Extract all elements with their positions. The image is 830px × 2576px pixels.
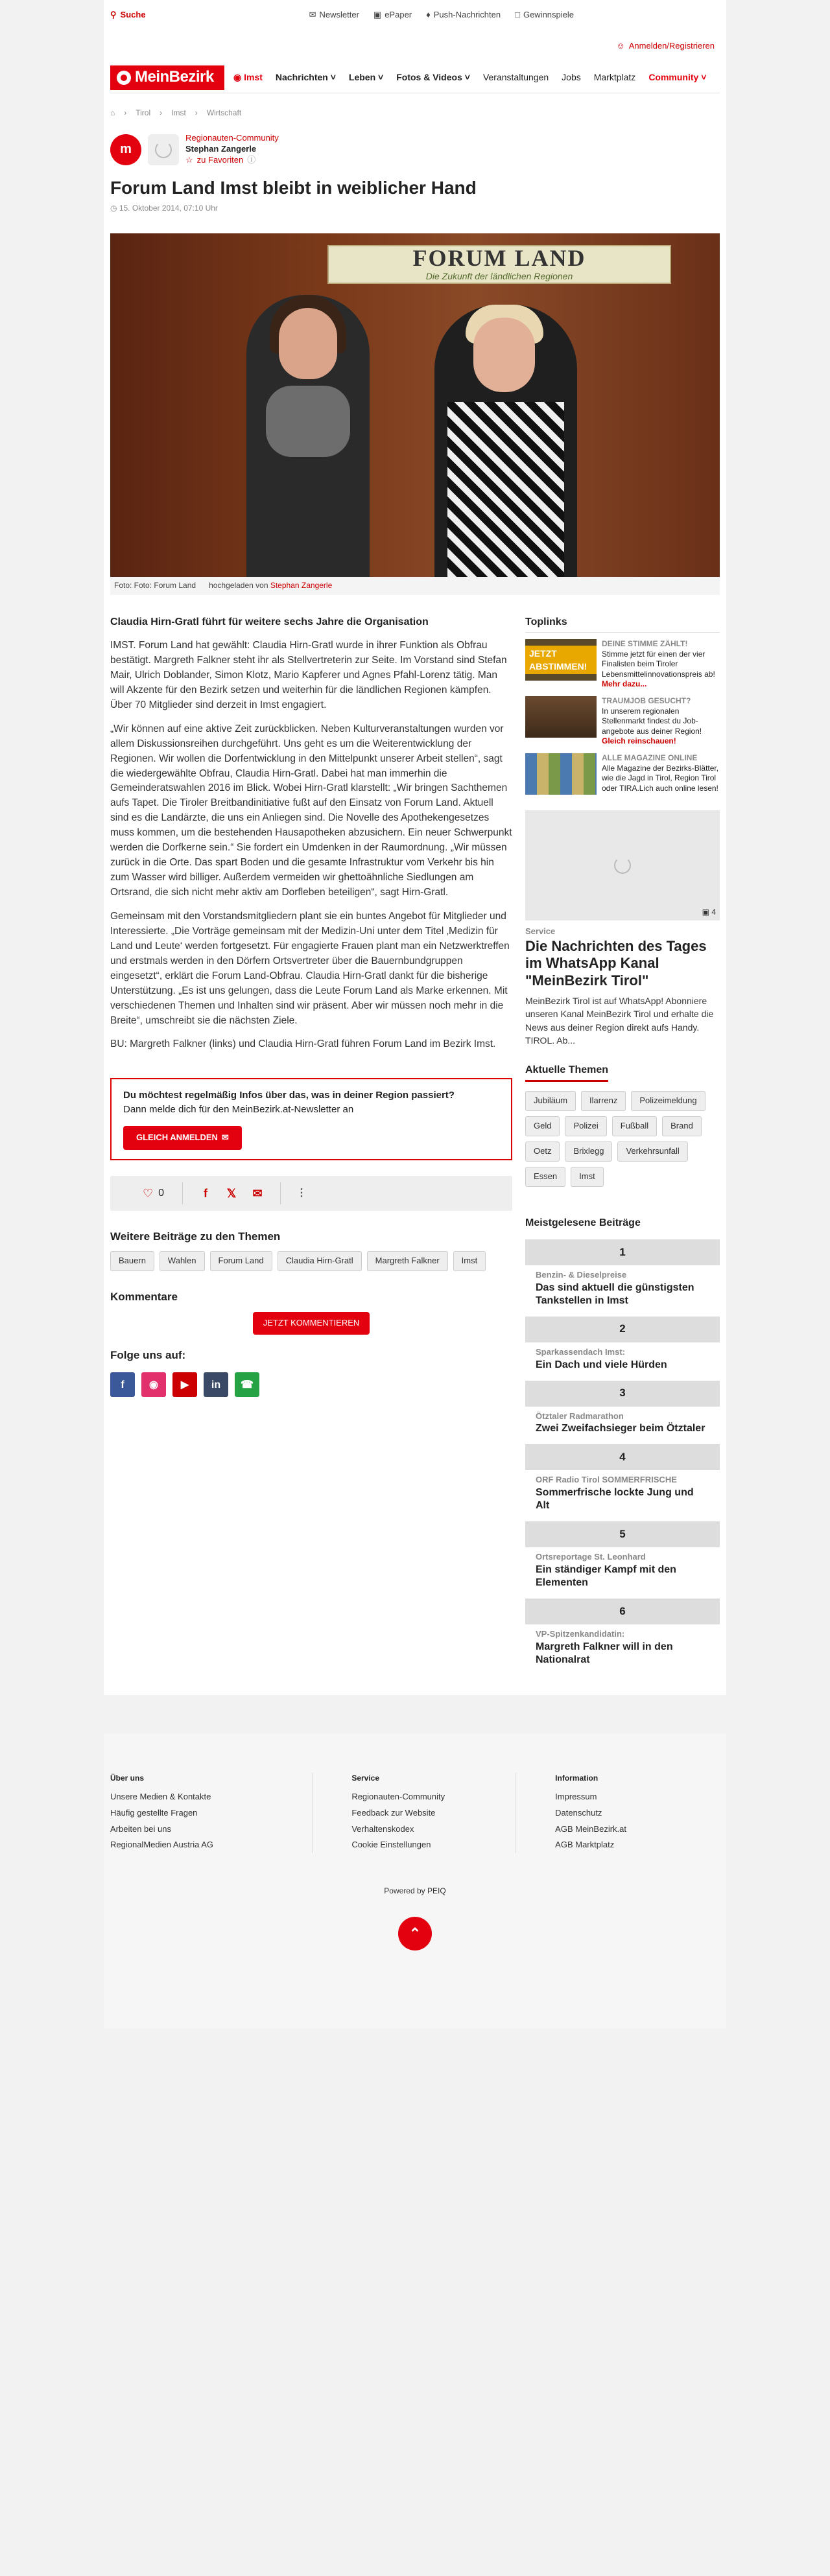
- most-read-item[interactable]: 2 Sparkassendach Imst: Ein Dach und viele Hürden: [525, 1317, 720, 1374]
- topic-tag[interactable]: Wahlen: [160, 1251, 205, 1271]
- footer-link[interactable]: Regionauten-Community: [351, 1792, 445, 1802]
- article-photo[interactable]: [110, 233, 720, 577]
- loading-icon: [155, 141, 172, 158]
- topic-tag[interactable]: Polizei: [565, 1116, 606, 1136]
- service-teaser[interactable]: Service Die Nachrichten des Tages im WhatsApp Kanal "MeinBezirk Tirol" MeinBezirk Tirol ist auf WhatsApp! Abonniere unseren Kanal MeinBezirk Tirol und erhalte die News aus deiner Region direkt aufs Handy. TIROL. Ab...: [525, 926, 714, 1046]
- footer-link[interactable]: Feedback zur Website: [351, 1808, 436, 1818]
- toplink-item[interactable]: ALLE MAGAZINE ONLINE Alle Magazine der Bezirks-Blätter, wie die Jagd in Tirol, Region Tirol oder TIRA.Lich auch online lesen!: [525, 753, 720, 795]
- page: [104, 0, 726, 1695]
- article-body: [110, 638, 512, 1052]
- author-avatar[interactable]: [148, 134, 179, 165]
- footer-link[interactable]: AGB Marktplatz: [555, 1840, 615, 1850]
- article-main: [110, 615, 512, 1669]
- most-read-item[interactable]: 6 VP-Spitzenkandidatin: Margreth Falkner will in den Nationalrat: [525, 1598, 720, 1669]
- whatsapp-icon[interactable]: ☎: [235, 1372, 259, 1397]
- pin-icon: ◉: [233, 72, 244, 83]
- breadcrumb-wirtschaft[interactable]: Wirtschaft: [206, 108, 242, 117]
- current-topics-title: Aktuelle Themen: [525, 1062, 608, 1082]
- star-icon: ☆: [185, 155, 193, 165]
- nav-veranstaltungen[interactable]: Veranstaltungen: [482, 72, 549, 83]
- footer-link[interactable]: Impressum: [555, 1792, 597, 1802]
- topic-tag[interactable]: Forum Land: [210, 1251, 272, 1271]
- double-chevron-up-icon: ⌃: [409, 1925, 421, 1941]
- topic-tag[interactable]: Ilarrenz: [581, 1091, 626, 1111]
- topic-tags: [110, 1251, 512, 1271]
- most-read-item[interactable]: 1 Benzin- & Dieselpreise Das sind aktuell die günstigsten Tankstellen in Imst: [525, 1239, 720, 1310]
- more-button[interactable]: [281, 1182, 322, 1204]
- youtube-icon[interactable]: ▶: [172, 1372, 197, 1397]
- service-image[interactable]: [525, 810, 720, 920]
- clock-icon: ◷: [110, 204, 119, 213]
- comments-title: Kommentare: [110, 1291, 178, 1304]
- chevron-down-icon: ˅: [378, 72, 384, 83]
- newsletter-box: [110, 1078, 512, 1160]
- article-lead: Claudia Hirn-Gratl führt für weitere sechs Jahre die Organisation: [110, 616, 429, 627]
- social-links: [110, 1372, 512, 1397]
- breadcrumb-tirol[interactable]: Tirol: [136, 108, 151, 117]
- nav-fotos[interactable]: Fotos & Videos ˅: [396, 72, 470, 83]
- location-selector[interactable]: ◉ Imst: [233, 72, 263, 83]
- search-link[interactable]: ⚲ Suche: [110, 9, 146, 21]
- footer-columns: [104, 1773, 726, 1853]
- powered-by[interactable]: Powered by PEIQ: [384, 1886, 446, 1896]
- sidebar: [525, 615, 720, 1669]
- top-links: [309, 9, 574, 21]
- nav-nachrichten[interactable]: Nachrichten ˅: [275, 72, 336, 83]
- article-paragraph: „Wir können auf eine aktive Zeit zurückblicken. Neben Kulturveranstaltungen wurden vor allem Diskussionsreihen durchgeführt. Uns geht es um die Weiterentwicklung der Regionen. Wir wollen die Dorfentwicklung in den Mittelpunkt unserer Arbeit stellen“, sagt die wiedergewählte Obfrau, Claudia Hirn-Gratl. Dabei hat man immerhin die Gemeinderatswahlen 2016 im Blick. Wobei Hirn-Gratl klarstellt: „Wir bringen Sachthemen aufs Tapet. Die Tiroler Breitbandinitiative fußt auf den Einsatz von Forum Land. Aktuell sind es die Landärzte, die uns ein Anliegen sind. Die Novelle des Apothekengesetzes muss kommen, um die bestehenden Hausapotheken abzusichern. Ein neuer Schwerpunkt werden die Dorfkerne sein.“ Sie fordert ein Umdenken in der Raumordnung. „Wir müssen zurück in die Orte. Das spart Boden und die gesamte Infrastruktur vom Verkehr bis hin zum Wasser wird billiger. Außerdem vermeiden wir ghettoähnliche Siedlungen am Ortsrand, die sich nicht mehr aktiv am Dorfleben beteiligen“, sagt Hirn-Gratl.: [110, 723, 512, 898]
- author-category[interactable]: Regionauten-Community: [185, 133, 279, 143]
- topic-tag[interactable]: Geld: [525, 1116, 560, 1136]
- main-nav: [110, 62, 720, 93]
- scroll-to-top-button[interactable]: [398, 1917, 432, 1950]
- article-date: ◷ 15. Oktober 2014, 07:10 Uhr: [110, 204, 218, 213]
- toplink-item[interactable]: JETZT ABSTIMMEN! DEINE STIMME ZÄHLT! Stimme jetzt für einen der vier Finalisten beim Tiroler Lebensmittelinnovationspreis ab! Mehr dazu...: [525, 639, 720, 690]
- favorite-button[interactable]: ☆ zu Favoriten ⓘ: [185, 155, 256, 165]
- footer-link[interactable]: RegionalMedien Austria AG: [110, 1840, 213, 1850]
- heart-icon: ♡: [143, 1186, 154, 1200]
- share-buttons: [183, 1182, 281, 1204]
- newspaper-icon: ▣: [373, 9, 382, 19]
- info-icon[interactable]: ⓘ: [247, 155, 256, 165]
- community-avatar[interactable]: m: [110, 134, 141, 165]
- instagram-icon[interactable]: ◉: [141, 1372, 166, 1397]
- camera-icon: ▣: [702, 907, 712, 917]
- author-meta: [185, 133, 279, 166]
- footer-link[interactable]: Verhaltenskodex: [351, 1823, 414, 1834]
- newsletter-link[interactable]: ✉ Newsletter: [309, 9, 359, 21]
- nav-marktplatz[interactable]: Marktplatz: [593, 72, 636, 83]
- most-read-item[interactable]: 3 Ötztaler Radmarathon Zwei Zweifachsieger beim Ötztaler: [525, 1381, 720, 1438]
- nav-leben[interactable]: Leben ˅: [348, 72, 384, 83]
- topic-tag[interactable]: Jubiläum: [525, 1091, 576, 1111]
- author-name[interactable]: Stephan Zangerle: [185, 144, 257, 154]
- content-columns: [110, 615, 720, 1669]
- nav-items: [233, 71, 706, 84]
- article-paragraph: IMST. Forum Land hat gewählt: Claudia Hirn-Gratl wurde in ihrer Funktion als Obfrau bestätigt. Margreth Falkner steht ihr als Stellvertreterin zur Seite. Im Vorstand sind Stefan Mair, Ulrich Doblander, Simon Klotz, Mario Kapferer und Agnes Pfahl-Lorenz tätig. Man will Akzente für den Bezirk setzen und weiterhin für die ländlichen Regionen kämpfen. Über 70 Mitglieder sind derzeit in Imst engagiert.: [110, 640, 507, 710]
- comment-button[interactable]: JETZT KOMMENTIEREN: [253, 1312, 370, 1335]
- comment-button-wrap: [110, 1312, 512, 1335]
- login-link[interactable]: ☺ Anmelden/Registrieren: [616, 40, 715, 53]
- more-vertical-icon: ⋮: [296, 1188, 307, 1199]
- logo-icon: [117, 71, 131, 85]
- topic-tag[interactable]: Fußball: [612, 1116, 657, 1136]
- user-icon: ☺: [616, 41, 625, 51]
- footer-col-about: Über uns Unsere Medien & Kontakte Häufig gestellte Fragen Arbeiten bei uns RegionalMedien Austria AG: [110, 1773, 313, 1853]
- gewinnspiele-link[interactable]: □ Gewinnspiele: [515, 9, 574, 21]
- nav-community[interactable]: Community ˅: [648, 72, 707, 83]
- footer-link[interactable]: Unsere Medien & Kontakte: [110, 1792, 211, 1802]
- most-read: [525, 1215, 720, 1669]
- photo-person-right: [434, 305, 577, 577]
- most-read-title: Meistgelesene Beiträge: [525, 1217, 641, 1228]
- push-link[interactable]: ♦ Push-Nachrichten: [426, 9, 501, 21]
- home-icon[interactable]: ⌂: [110, 108, 115, 117]
- newsletter-text: Dann melde dich für den MeinBezirk.at-Newsletter an: [123, 1104, 354, 1116]
- loading-icon: [614, 857, 631, 874]
- photo-caption: Foto: Foto: Forum Land hochgeladen von Stephan Zangerle: [110, 577, 720, 594]
- newsletter-title: Du möchtest regelmäßig Infos über das, was in deiner Region passiert?: [123, 1090, 455, 1101]
- footer-link[interactable]: Arbeiten bei uns: [110, 1823, 171, 1834]
- topbar: [110, 0, 720, 30]
- photo-banner: FORUM LAND Die Zukunft der ländlichen Regionen: [327, 245, 671, 284]
- mail-icon: ✉: [221, 1132, 229, 1142]
- follow-title: Folge uns auf:: [110, 1348, 186, 1361]
- image-count: ▣ 4: [702, 907, 716, 917]
- toplinks-title: Toplinks: [525, 615, 720, 633]
- nav-jobs[interactable]: Jobs: [562, 72, 581, 83]
- most-read-item[interactable]: 5 Ortsreportage St. Leonhard Ein ständiger Kampf mit den Elementen: [525, 1521, 720, 1592]
- footer-link[interactable]: Häufig gestellte Fragen: [110, 1808, 198, 1818]
- topic-tag[interactable]: Margreth Falkner: [367, 1251, 448, 1271]
- facebook-icon[interactable]: f: [204, 1186, 208, 1200]
- uploader-link[interactable]: Stephan Zangerle: [270, 581, 333, 591]
- photo-person-left: [246, 295, 370, 577]
- bell-icon: ♦: [426, 9, 431, 19]
- facebook-icon[interactable]: f: [110, 1372, 135, 1397]
- linkedin-icon[interactable]: in: [204, 1372, 228, 1397]
- topic-tag[interactable]: Imst: [453, 1251, 486, 1271]
- mail-icon[interactable]: ✉: [252, 1186, 263, 1200]
- epaper-link[interactable]: ▣ ePaper: [374, 9, 412, 21]
- most-read-item[interactable]: 4 ORF Radio Tirol SOMMERFRISCHE Sommerfrische lockte Jung und Alt: [525, 1444, 720, 1515]
- breadcrumb-imst[interactable]: Imst: [171, 108, 186, 117]
- topic-tag[interactable]: Bauern: [110, 1251, 154, 1271]
- footer-link[interactable]: Cookie Einstellungen: [351, 1840, 431, 1850]
- x-icon[interactable]: 𝕏: [226, 1186, 237, 1200]
- current-topics: [525, 1062, 720, 1187]
- logo[interactable]: MeinBezirk: [110, 65, 224, 90]
- search-icon: ⚲: [110, 9, 117, 19]
- footer-link[interactable]: AGB MeinBezirk.at: [555, 1823, 626, 1834]
- topic-tag[interactable]: Brand: [662, 1116, 702, 1136]
- article-title: Forum Land Imst bleibt in weiblicher Hand: [110, 178, 477, 198]
- current-topic-tags: [525, 1091, 720, 1186]
- mail-icon: ✉: [309, 9, 316, 19]
- article-paragraph: BU: Margreth Falkner (links) und Claudia Hirn-Gratl führen Forum Land im Bezirk Imst.: [110, 1038, 496, 1050]
- topic-tag[interactable]: Brixlegg: [565, 1142, 612, 1162]
- toplink-item[interactable]: TRAUMJOB GESUCHT? In unserem regionalen Stellenmarkt findest du Job-angebote aus deiner Region! Gleich reinschauen!: [525, 696, 720, 747]
- chevron-down-icon: ˅: [701, 72, 707, 83]
- toplink-image: [525, 753, 597, 795]
- article-paragraph: Gemeinsam mit den Vorstandsmitgliedern plant sie ein buntes Angebot für Mitglieder und Interessierte. „Die Vorträge gemeinsam mit der Medizin-Uni unter dem Titel ‚Medizin für Land und Leute‘ werden fortgesetzt. Für engagierte Frauen plant man ein Netzwerktreffen und erstmals werden in den Dörfern Ortsvertreter über die Bauernbundgruppen eingesetzt“, erklärt die Forum Land-Obfrau. Claudia Hirn-Gratl dankt für die bisherige Unterstützung. „Es ist uns gelungen, dass die Leute Forum Land als Marke erkennen. Mit verschiedenen Themen und Inhalten sind wir präsent. Aber wir müssen noch mehr in die Breite“, umschreibt sie die nächsten Ziele.: [110, 910, 510, 1026]
- topic-tag[interactable]: Claudia Hirn-Gratl: [278, 1251, 362, 1271]
- footer-col-service: Service Regionauten-Community Feedback zur Website Verhaltenskodex Cookie Einstellungen: [313, 1773, 516, 1853]
- toplink-image: JETZT ABSTIMMEN!: [525, 639, 597, 681]
- more-topics-title: Weitere Beiträge zu den Themen: [110, 1230, 281, 1243]
- topic-tag[interactable]: Verkehrsunfall: [617, 1142, 687, 1162]
- author-box: [110, 133, 720, 166]
- footer: [104, 1734, 726, 2028]
- newsletter-signup-button[interactable]: GLEICH ANMELDEN ✉: [123, 1126, 242, 1150]
- breadcrumb: ⌂ › Tirol › Imst › Wirtschaft: [110, 93, 720, 119]
- footer-link[interactable]: Datenschutz: [555, 1808, 602, 1818]
- topic-tag[interactable]: Essen: [525, 1167, 565, 1187]
- gift-icon: □: [515, 9, 520, 19]
- toplink-image: [525, 696, 597, 738]
- chevron-down-icon: ˅: [330, 72, 336, 83]
- footer-col-info: Information Impressum Datenschutz AGB MeinBezirk.at AGB Marktplatz: [516, 1773, 720, 1853]
- topic-tag[interactable]: Imst: [571, 1167, 604, 1187]
- like-button[interactable]: ♡ 0: [110, 1182, 183, 1204]
- share-bar: [110, 1176, 512, 1211]
- topic-tag[interactable]: Oetz: [525, 1142, 560, 1162]
- chevron-down-icon: ˅: [464, 72, 470, 83]
- topic-tag[interactable]: Polizeimeldung: [631, 1091, 705, 1111]
